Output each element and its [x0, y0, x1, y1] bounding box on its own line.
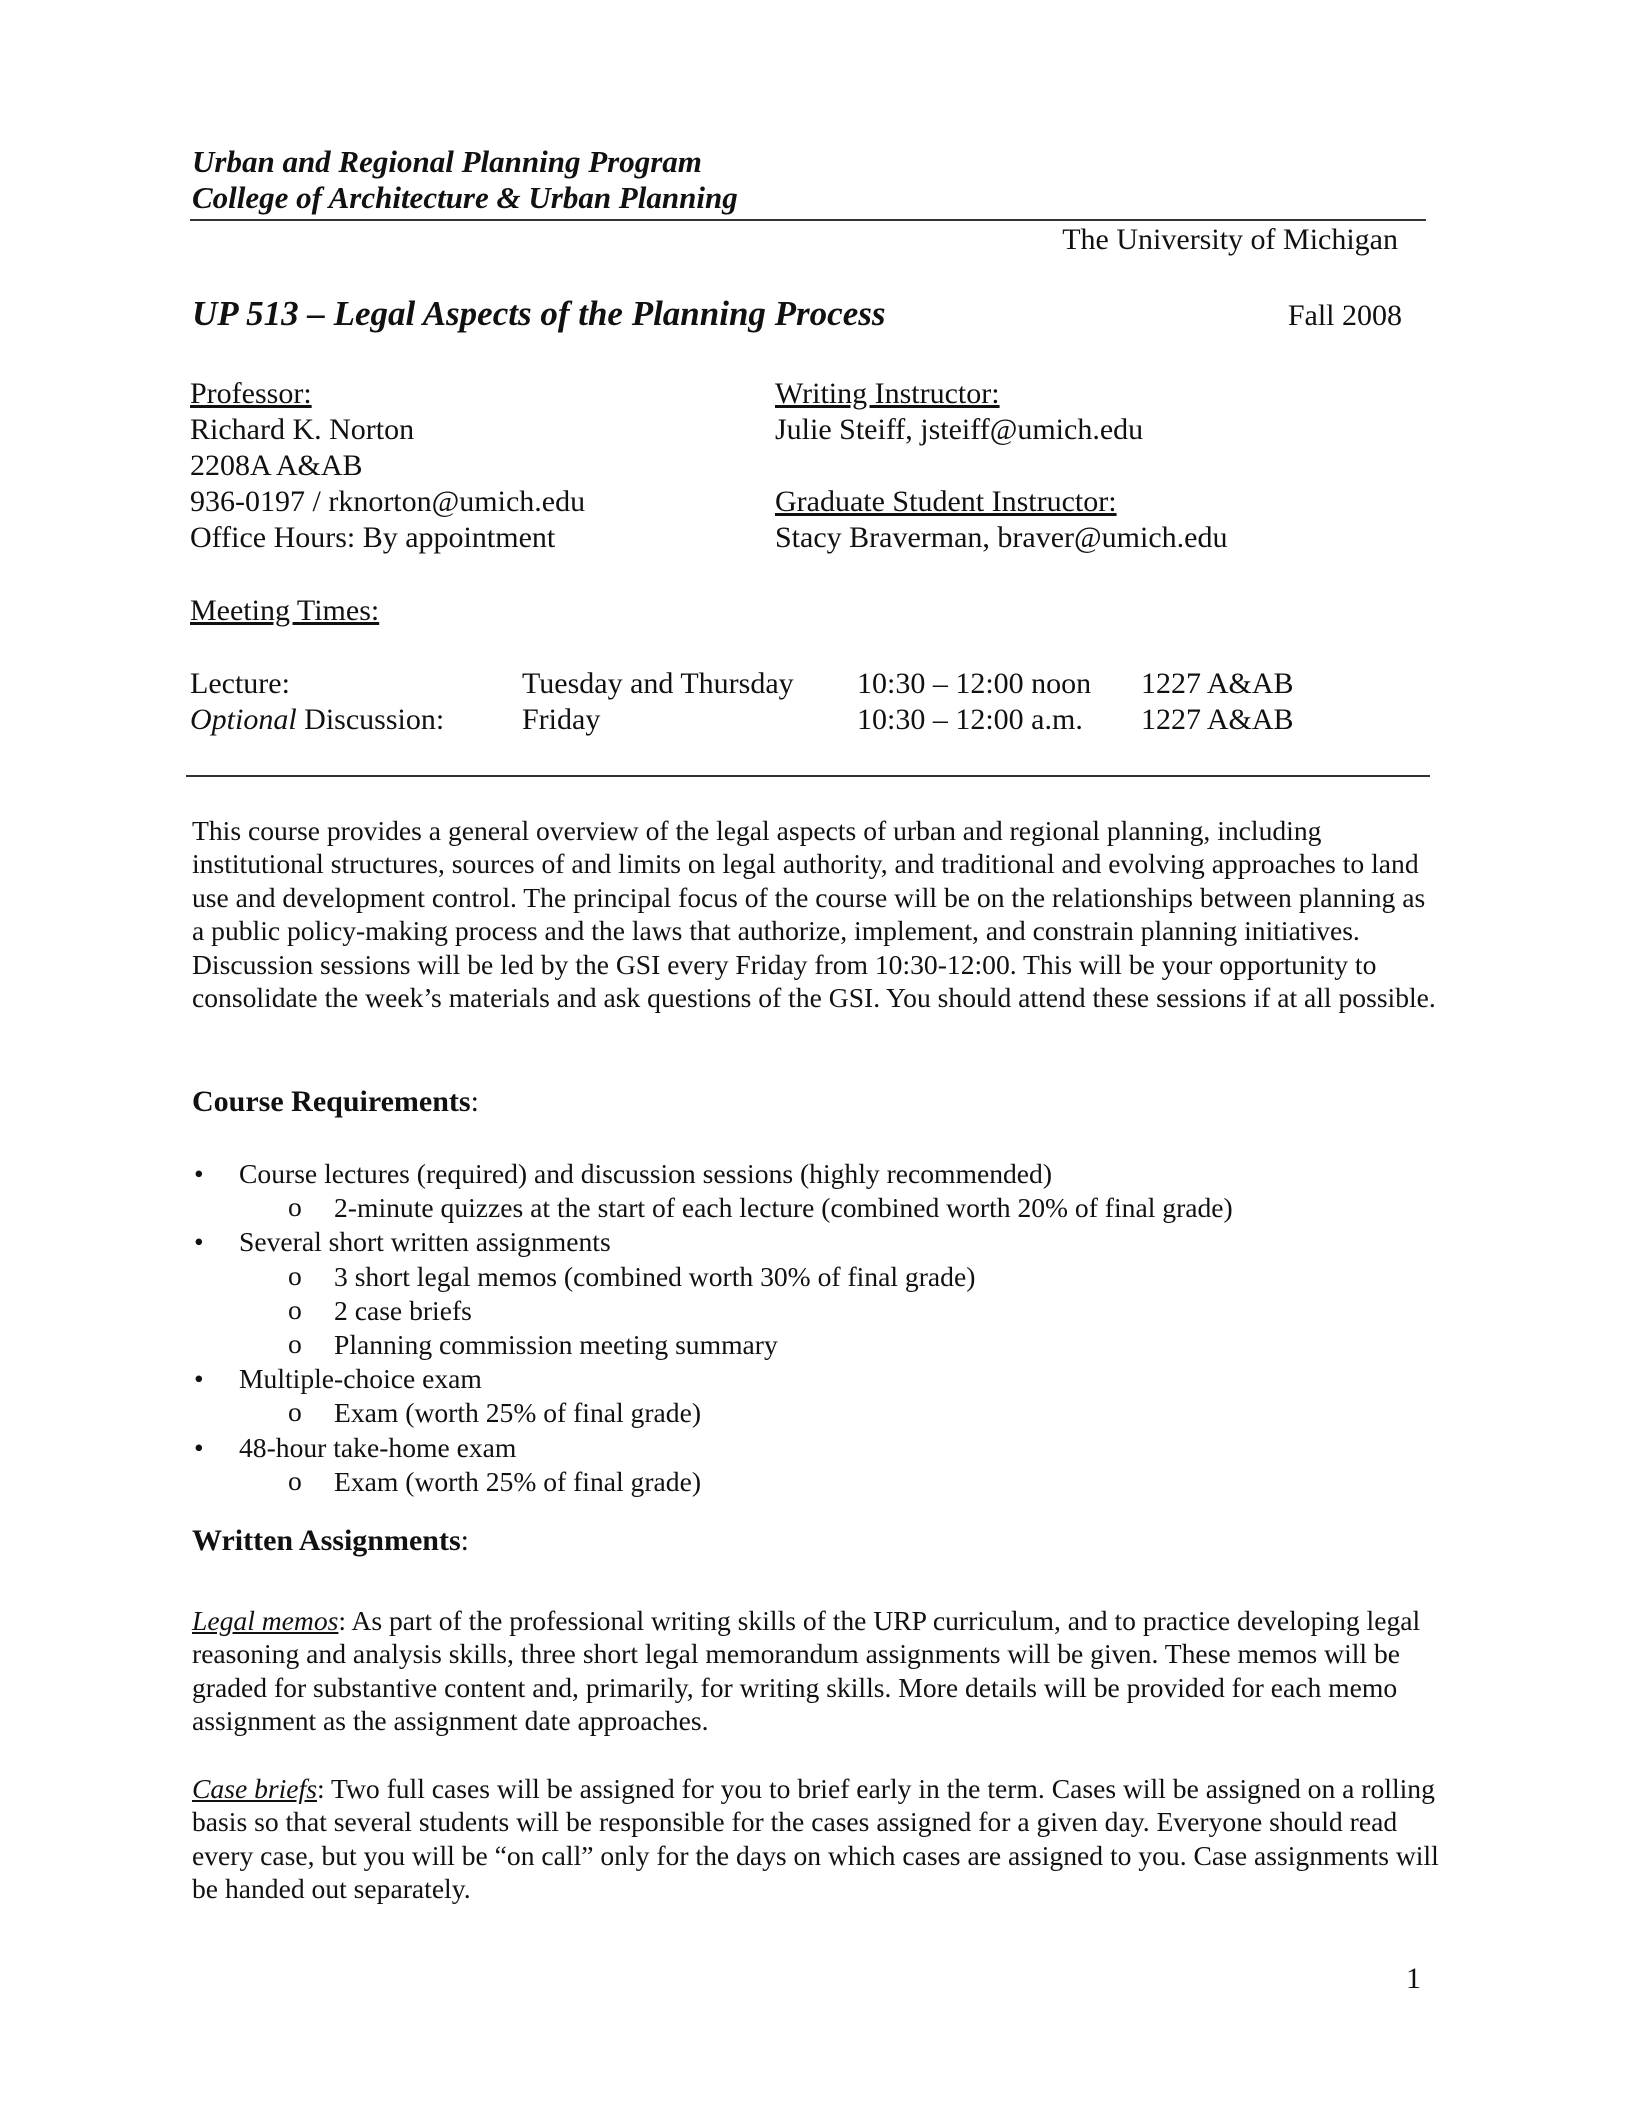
requirements-heading: Course Requirements:	[192, 1085, 479, 1118]
case-briefs-label: Case briefs	[192, 1773, 317, 1804]
list-item: o Planning commission meeting summary	[288, 1328, 778, 1361]
list-item: o Exam (worth 25% of final grade)	[288, 1396, 702, 1429]
writing-instructor-info: Julie Steiff, jsteiff@umich.edu	[775, 413, 1144, 446]
professor-name: Richard K. Norton	[190, 413, 415, 446]
meeting-times-label: Meeting Times:	[190, 594, 380, 627]
meeting-rule	[186, 775, 1430, 777]
professor-hours: Office Hours: By appointment	[190, 521, 556, 554]
professor-label: Professor:	[190, 377, 312, 410]
legal-memos-label: Legal memos	[192, 1605, 339, 1636]
circle-bullet-icon: o	[288, 1328, 302, 1360]
bullet-icon: •	[194, 1226, 204, 1258]
course-term: Fall 2008	[1287, 299, 1402, 332]
bullet-icon: •	[194, 1431, 204, 1463]
list-item: o 3 short legal memos (combined worth 30% of final grade)	[288, 1259, 976, 1292]
professor-office: 2208A A&AB	[190, 449, 363, 482]
college-name: College of Architecture & Urban Planning	[192, 180, 738, 215]
list-item: • 48-hour take-home exam	[192, 1431, 1432, 1465]
discussion-room: 1227 A&AB	[1141, 703, 1294, 736]
lecture-time: 10:30 – 12:00 noon	[857, 667, 1092, 700]
course-description: This course provides a general overview of the legal aspects of urban and regional planning, including institutional structures, sources of and limits on legal authority, and traditional and evolving approaches to land use and development control. The principal focus of the course will be on the relationships between planning as a public policy-making process and the laws that authorize, implement, and constrain planning initiatives. Discussion sessions will be led by the GSI every Friday from 10:30-12:00. This will be your opportunity to consolidate the week’s materials and ask questions of the GSI. You should attend these sessions if at all possible.	[192, 815, 1436, 1014]
list-item: o 2-minute quizzes at the start of each lecture (combined worth 20% of final grade)	[288, 1191, 1233, 1224]
program-name: Urban and Regional Planning Program	[192, 144, 702, 179]
requirements-list	[192, 1157, 1432, 1499]
gsi-info: Stacy Braverman, braver@umich.edu	[775, 521, 1228, 554]
gsi-label: Graduate Student Instructor:	[775, 485, 1117, 518]
list-item: • Multiple-choice exam	[192, 1362, 1432, 1396]
discussion-days: Friday	[522, 703, 601, 736]
lecture-type: Lecture:	[190, 667, 290, 700]
page-number: 1	[1406, 1962, 1421, 1995]
bullet-icon: •	[194, 1158, 204, 1189]
circle-bullet-icon: o	[288, 1191, 302, 1223]
list-item: o 2 case briefs	[288, 1293, 472, 1326]
course-title: UP 513 – Legal Aspects of the Planning Process	[192, 294, 886, 333]
circle-bullet-icon: o	[288, 1259, 302, 1291]
written-heading: Written Assignments:	[192, 1524, 469, 1557]
lecture-days: Tuesday and Thursday	[522, 667, 794, 700]
discussion-time: 10:30 – 12:00 a.m.	[857, 703, 1083, 736]
lecture-room: 1227 A&AB	[1141, 667, 1294, 700]
legal-memos-paragraph: Legal memos: As part of the professional writing skills of the URP curriculum, and to practice developing legal reasoning and analysis skills, three short legal memorandum assignments will be given. These memos will be graded for substantive content and, primarily, for writing skills. More details will be provided for each memo assignment as the assignment date approaches.	[192, 1605, 1421, 1737]
circle-bullet-icon: o	[288, 1396, 302, 1428]
discussion-type: Optional Discussion:	[190, 703, 445, 736]
case-briefs-paragraph: Case briefs: Two full cases will be assigned for you to brief early in the term. Cases will be assigned on a rolling basis so that several students will be responsible for the cases assigned for a given day. Everyone should read every case, but you will be “on call” only for the days on which cases are assigned to you. Case assignments will be handed out separately.	[192, 1773, 1439, 1905]
header-rule	[190, 219, 1426, 221]
writing-instructor-label: Writing Instructor:	[775, 377, 1000, 410]
list-item: o Exam (worth 25% of final grade)	[288, 1464, 702, 1497]
list-item: • Course lectures (required) and discussion sessions (highly recommended)	[192, 1157, 1432, 1191]
circle-bullet-icon: o	[288, 1293, 302, 1325]
list-item: • Several short written assignments	[192, 1225, 1432, 1259]
bullet-icon: •	[194, 1363, 204, 1395]
professor-contact: 936-0197 / rknorton@umich.edu	[190, 485, 586, 518]
university-name: The University of Michigan	[1062, 223, 1398, 256]
circle-bullet-icon: o	[288, 1464, 302, 1496]
